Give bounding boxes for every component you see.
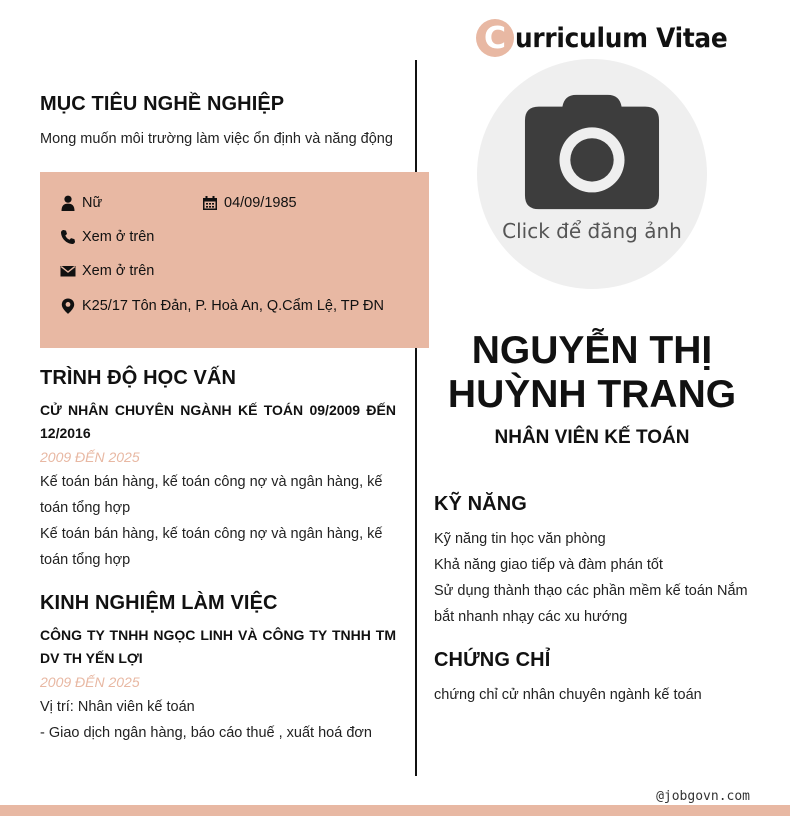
phone-row [60,229,154,245]
envelope-icon [60,263,76,279]
phone-value: Xem ở trên [82,229,155,245]
education-line: Kế toán bán hàng, kế toán công nợ và ngân hàng, kế toán tổng hợp [40,526,383,568]
cv-logo [476,16,746,60]
education-heading: TRÌNH ĐỘ HỌC VẤN [40,367,237,389]
email-row [60,263,154,279]
logo-text: urriculum Vitae [515,22,728,54]
experience-duty: - Giao dịch ngân hàng, báo cáo thuế , xuất hoá đơn [40,725,372,741]
photo-upload[interactable] [477,59,707,289]
objective-text: Mong muốn môi trường làm việc ổn định và năng động [40,131,393,147]
full-name-line2: HUỲNH TRANG [447,373,737,416]
photo-upload-label: Click để đăng ảnh [502,219,682,243]
footer-bar [0,805,790,816]
experience-heading: KINH NGHIỆM LÀM VIỆC [40,592,278,614]
address-value: K25/17 Tôn Đản, P. Hoà An, Q.Cẩm Lệ, TP ĐN [82,298,384,314]
birthdate-row [202,195,297,211]
skills-heading: KỸ NĂNG [434,493,527,515]
camera-icon [523,92,661,212]
watermark: @jobgovn.com [656,789,750,804]
map-pin-icon [60,297,76,315]
skill-item: Sử dụng thành thạo các phần mềm kế toán Nắm bắt nhanh nhạy các xu hướng [434,583,748,625]
certificate-item: chứng chỉ cử nhân chuyên ngành kế toán [434,687,702,703]
gender-row [60,195,102,211]
experience-position: Vị trí: Nhân viên kế toán [40,699,195,715]
job-title: NHÂN VIÊN KẾ TOÁN [494,427,690,448]
objective-heading: MỤC TIÊU NGHỀ NGHIỆP [40,93,285,115]
certificates-heading: CHỨNG CHỈ [434,649,551,671]
email-value: Xem ở trên [82,263,155,279]
logo-letter: C [476,19,514,57]
skill-item: Khả năng giao tiếp và đàm phán tốt [434,557,663,573]
phone-icon [60,229,76,245]
birthdate-value: 04/09/1985 [224,195,297,211]
full-name-line1: NGUYỄN THỊ [471,329,713,372]
experience-company: CÔNG TY TNHH NGỌC LINH VÀ CÔNG TY TNHH TM DV TH YẾN LỢI [40,627,396,666]
skill-item: Kỹ năng tin học văn phòng [434,531,606,547]
education-line: Kế toán bán hàng, kế toán công nợ và ngân hàng, kế toán tổng hợp [40,474,383,516]
education-period: 2009 ĐẾN 2025 [40,449,140,465]
person-icon [60,195,76,211]
experience-period: 2009 ĐẾN 2025 [40,674,140,690]
education-title: CỬ NHÂN CHUYÊN NGÀNH KẾ TOÁN 09/2009 ĐẾN 12/2016 [40,402,396,441]
gender-value: Nữ [82,195,103,211]
calendar-icon [202,195,218,211]
address-row [60,297,384,315]
column-divider [415,60,417,776]
contact-box [40,172,429,348]
